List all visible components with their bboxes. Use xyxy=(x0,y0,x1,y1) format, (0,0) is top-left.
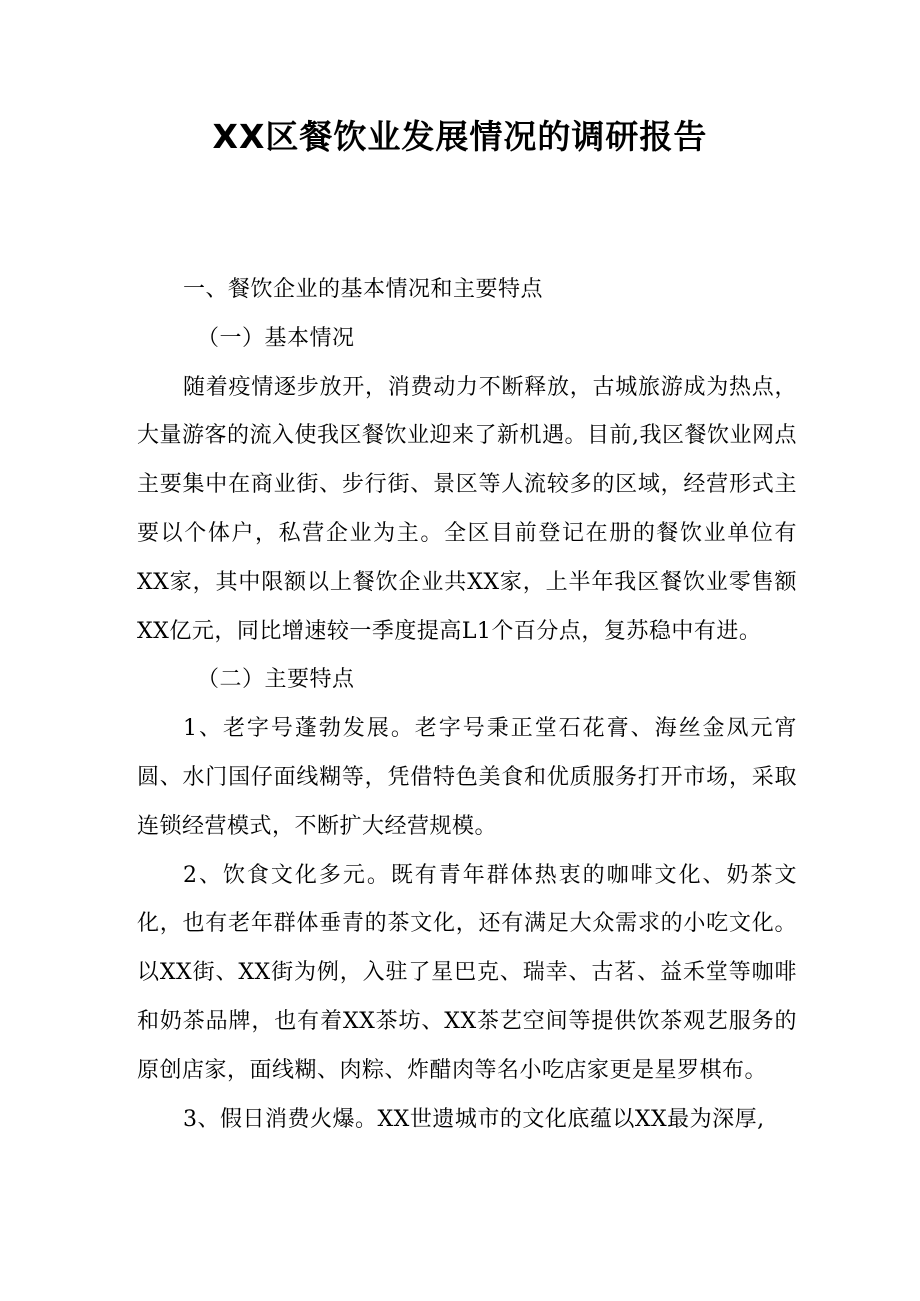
paragraph-feature-3: 3、假日消费火爆。XX世遗城市的文化底蕴以XX最为深厚, xyxy=(183,1106,765,1132)
section-heading: 一、餐饮企业的基本情况和主要特点 xyxy=(183,277,544,302)
paragraph-feature-1: 1、老字号蓬勃发展。老字号秉正堂石花膏、海丝金凤元宵圆、水门国仔面线糊等，凭借特色美食和优质服务打开市场，采取连锁经营模式，不断扩大经营规模。 xyxy=(137,716,797,839)
paragraph-basic-situation: 随着疫情逐步放开，消费动力不断释放，古城旅游成为热点，大量游客的流入使我区餐饮业迎来了新机遇。目前,我区餐饮业网点主要集中在商业街、步行街、景区等人流较多的区域，经营形式主要以个体户，私营企业为主。全区目前登记在册的餐饮业单位有XX家，其中限额以上餐饮企业共XX家，上半年我区餐饮业零售额XX亿元，同比增速较一季度提高L1个百分点，复苏稳中有进。 xyxy=(137,374,797,644)
document-title: XX区餐饮业发展情况的调研报告 xyxy=(212,117,708,156)
document-body xyxy=(137,266,797,1144)
paragraph-feature-2: 2、饮食文化多元。既有青年群体热衷的咖啡文化、奶茶文化，也有老年群体垂青的茶文化，还有满足大众需求的小吃文化。以XX街、XX街为例，入驻了星巴克、瑞幸、古茗、益禾堂等咖啡和奶茶品牌，也有着XX茶坊、XX茶艺空间等提供饮茶观艺服务的原创店家，面线糊、肉粽、炸醋肉等名小吃店家更是星罗棋布。 xyxy=(137,862,797,1083)
subsection-heading-basic: （一）基本情况 xyxy=(197,325,355,351)
subsection-heading-features: （二）主要特点 xyxy=(197,667,355,693)
